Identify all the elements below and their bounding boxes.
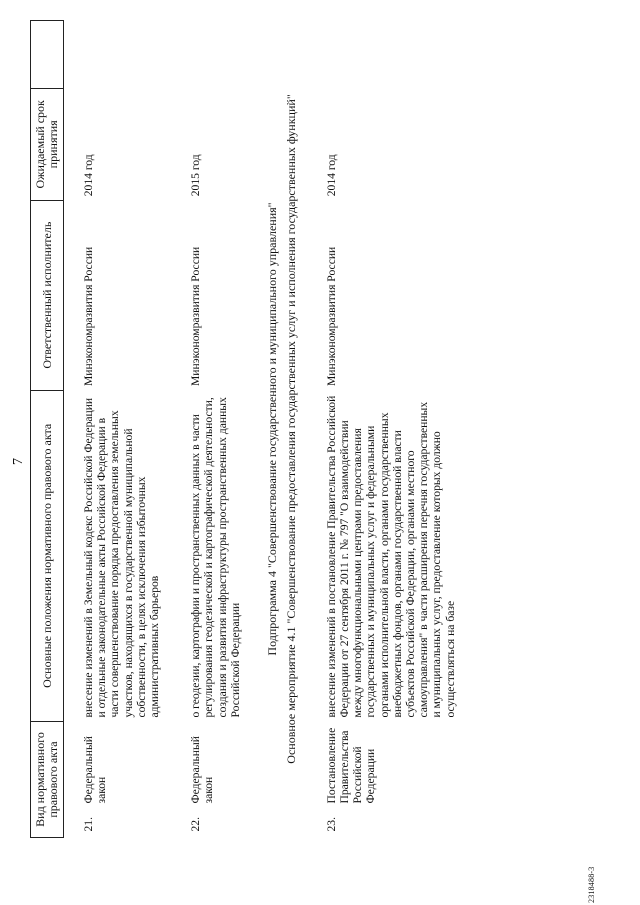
row-deadline: 2015 год <box>189 154 203 197</box>
row-number: 23. <box>324 817 338 832</box>
measure-row <box>283 21 307 838</box>
table-row <box>171 21 252 838</box>
row-act-type: Федеральный закон <box>82 736 109 804</box>
header-content: Основные положения нормативного правового акта <box>31 390 64 721</box>
subprogram-row <box>252 21 283 838</box>
row-act-type: Федеральный закон <box>189 736 216 804</box>
table-row <box>64 21 172 838</box>
row-act-type: Постановление Правительства Российской Федерации <box>324 727 378 804</box>
row-number: 21. <box>82 817 95 832</box>
header-deadline: Ожидаемый срок принятия <box>31 88 64 200</box>
document-code: 2318488-3 <box>587 866 596 903</box>
row-number: 22. <box>189 817 203 832</box>
row-executor: Минэкономразвития России <box>82 246 95 387</box>
row-executor: Минэкономразвития России <box>189 246 203 387</box>
table-header-row <box>31 21 64 838</box>
measure-title: Основное мероприятие 4.1 "Совершенствование предоставления государственных услуг и исполнения государственных функций" <box>284 94 299 764</box>
legal-acts-table <box>30 20 467 838</box>
row-content: внесение изменений в постановление Правительства Российской Федерации от 27 сентября 2011 г. № 797 "О взаимодействии между многофункциональными центрами предоставления государственных и муниципальных услуг и федеральными органами исполнительной власти, органами государственных внебюджетных фондов, органами государственной власти субъектов Российской Федерации, органами местного самоуправления" в части расширения перечня государственных и муниципальных услуг, предоставление которых должно осуществляться на базе <box>324 395 457 718</box>
header-executor: Ответственный исполнитель <box>31 200 64 390</box>
row-content: внесение изменений в Земельный кодекс Российской Федерации и отдельные законодательные акты Российской Федерации в части совершенствование порядка предоставления земельных участков, находящихся в государственной муниципальной собственности, в целях исключения избыточных административных барьеров <box>82 397 162 718</box>
row-deadline: 2014 год <box>324 154 338 197</box>
subprogram-title: Подпрограмма 4 "Совершенствование государственного и муниципального управления" <box>265 202 280 656</box>
row-executor: Минэкономразвития России <box>324 246 338 387</box>
row-deadline: 2014 год <box>82 154 95 197</box>
row-content: о геодезии, картографии и пространственных данных в части регулирования геодезической и картографической деятельности, создания и развития инфраструктуры пространственных данных Российской Федерации <box>189 397 242 718</box>
table-row <box>307 21 467 838</box>
header-empty <box>31 21 64 89</box>
page-number: 7 <box>11 458 26 465</box>
header-act-type: Вид нормативного правового акта <box>31 722 64 838</box>
